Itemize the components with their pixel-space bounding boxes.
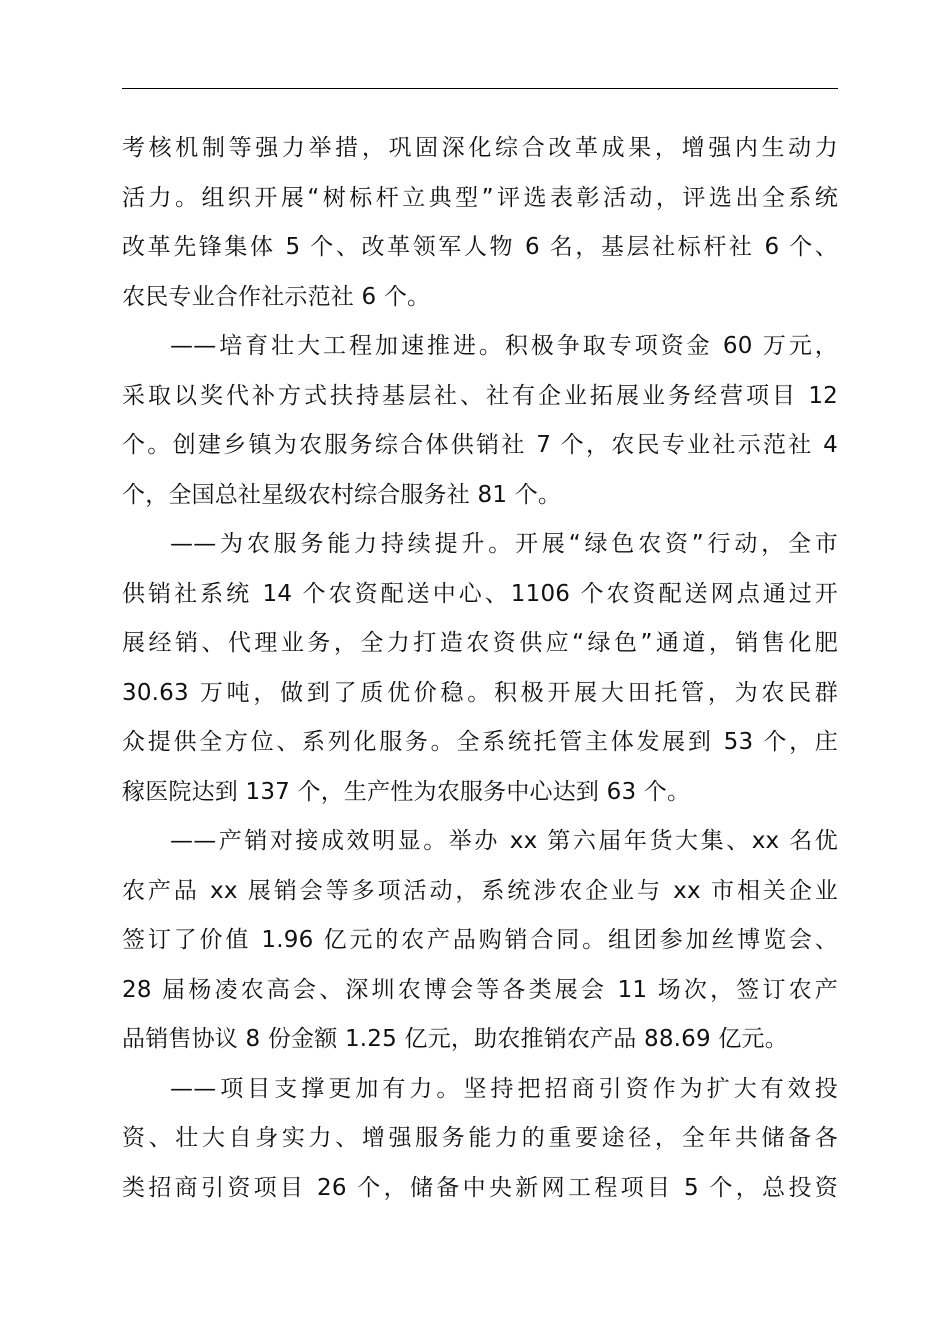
text-line: 稼医院达到 137 个，生产性为农服务中心达到 63 个。	[122, 778, 691, 805]
text-line: 个，全国总社星级农村综合服务社 81 个。	[122, 481, 562, 508]
text-line: 采取以奖代补方式扶持基层社、社有企业拓展业务经营项目 12	[122, 382, 838, 409]
text-line: 改革先锋集体 5 个、改革领军人物 6 名，基层社标杆社 6 个、	[122, 234, 838, 260]
document-body	[122, 124, 838, 1213]
text-line: 类招商引资项目 26 个，储备中央新网工程项目 5 个，总投资	[122, 1174, 838, 1201]
text-line: 供销社系统 14 个农资配送中心、1106 个农资配送网点通过开	[122, 580, 838, 607]
text-line: 28 届杨凌农高会、深圳农博会等各类展会 11 场次，签订农产	[122, 976, 838, 1003]
text-line: 个。创建乡镇为农服务综合体供销社 7 个，农民专业社示范社 4	[122, 432, 838, 458]
paragraph-heading-line: ——产销对接成效明显。举办 xx 第六届年货大集、xx 名优	[170, 828, 838, 854]
header-rule	[122, 88, 838, 89]
paragraph-heading-line: ——培育壮大工程加速推进。积极争取专项资金 60 万元，	[170, 333, 838, 359]
text-line: 众提供全方位、系列化服务。全系统托管主体发展到 53 个，庄	[122, 729, 838, 755]
text-line: 品销售协议 8 份金额 1.25 亿元，助农推销农产品 88.69 亿元。	[122, 1026, 788, 1052]
text-line: 展经销、代理业务，全力打造农资供应“绿色”通道，销售化肥	[122, 630, 838, 656]
paragraph-heading-line: ——项目支撑更加有力。坚持把招商引资作为扩大有效投	[170, 1075, 838, 1102]
text-line: 考核机制等强力举措，巩固深化综合改革成果，增强内生动力	[122, 135, 838, 161]
text-line: 签订了价值 1.96 亿元的农产品购销合同。组团参加丝博览会、	[122, 927, 838, 953]
paragraph-heading-line: ——为农服务能力持续提升。开展“绿色农资”行动，全市	[170, 531, 838, 557]
text-line: 资、壮大自身实力、增强服务能力的重要途径，全年共储备各	[122, 1125, 838, 1151]
text-line: 农产品 xx 展销会等多项活动，系统涉农企业与 xx 市相关企业	[122, 877, 838, 904]
text-line: 农民专业合作社示范社 6 个。	[122, 283, 431, 310]
text-line: 活力。组织开展“树标杆立典型”评选表彰活动，评选出全系统	[122, 184, 838, 211]
text-line: 30.63 万吨，做到了质优价稳。积极开展大田托管，为农民群	[122, 679, 838, 706]
